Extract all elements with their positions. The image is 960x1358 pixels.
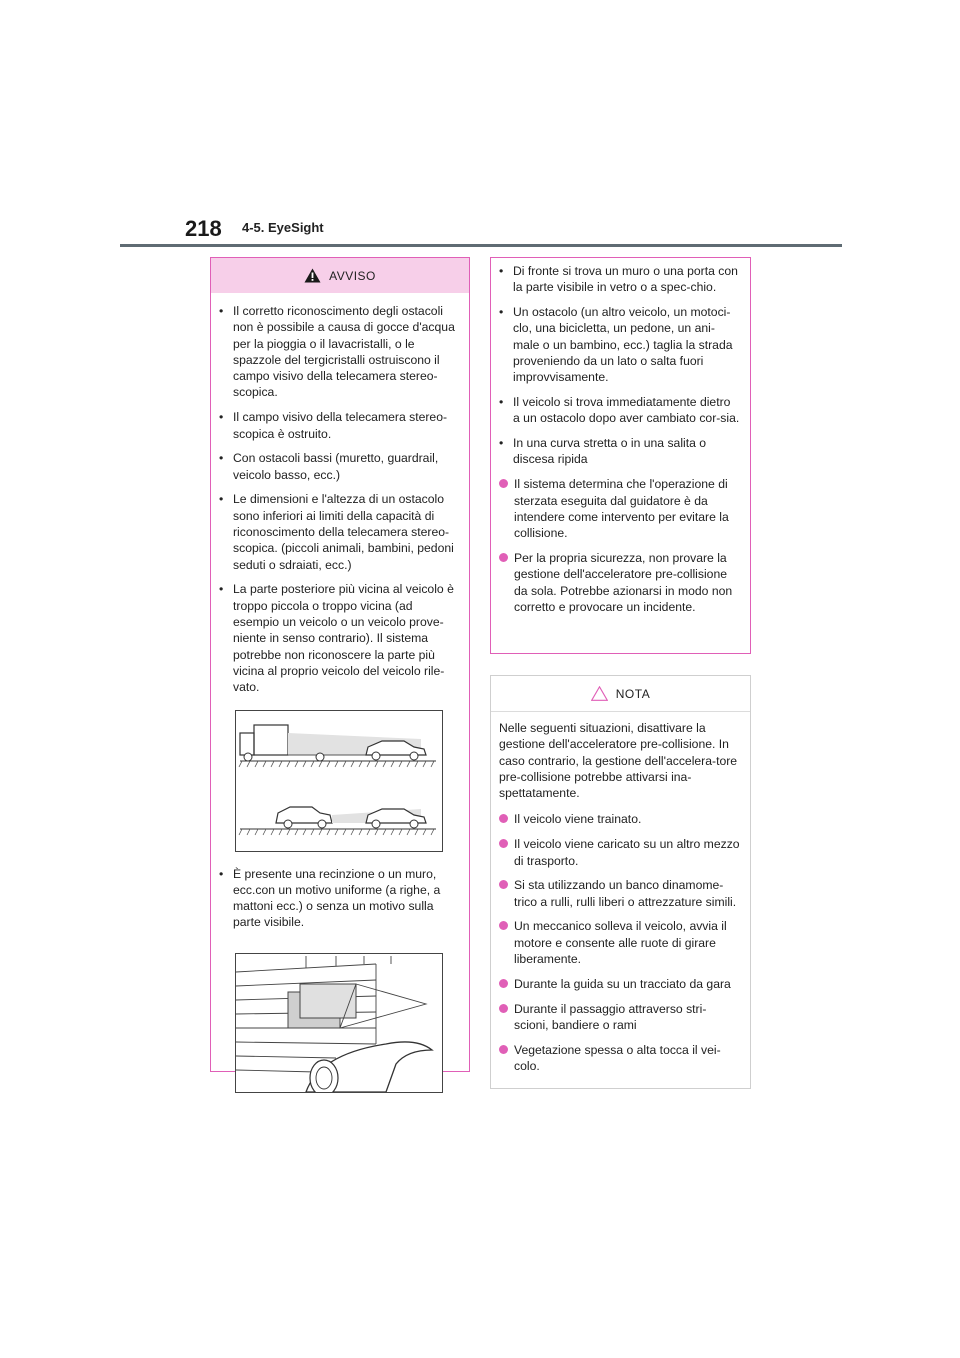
header-rule — [120, 244, 842, 247]
list-item: • Il veicolo si trova immediatamente dietro a un ostacolo dopo aver cambiato cor-sia. — [499, 395, 740, 426]
warning-box-header — [211, 258, 469, 293]
list-item: Il sistema determina che l'operazione di sterzata eseguita dal guidatore è da intendere come intervento per evitare la collisione. — [499, 476, 740, 541]
note-intro: Nelle seguenti situazioni, disattivare la gestione dell'acceleratore pre-collisione. In caso contrario, la gestione dell'accelera-tore pre-collisione potrebbe attivarsi ina-spettatamente. — [499, 721, 738, 801]
page-number: 218 — [185, 216, 222, 241]
illustration-uniform-wall — [235, 953, 443, 1093]
warning-triangle-icon — [304, 268, 321, 283]
warning-box-continued — [490, 257, 751, 654]
list-item: Un meccanico solleva il veicolo, avvia il motore e consente alle ruote di girare liberamente. — [499, 918, 740, 967]
list-item: Per la propria sicurezza, non provare la gestione dell'acceleratore pre-collisione da sola. Potrebbe azionarsi in modo non corretto e provocare un incidente. — [499, 550, 740, 615]
pink-dot-icon — [499, 550, 514, 615]
list-item: • Il campo visivo della telecamera stereo-scopica è ostruito. — [219, 410, 448, 441]
note-box-header — [491, 676, 750, 712]
list-item: Si sta utilizzando un banco dinamome-trico a rulli, rulli liberi o attrezzature simili. — [499, 877, 740, 910]
note-title: NOTA — [615, 686, 651, 701]
list-item: • Di fronte si trova un muro o una porta con la parte visibile in vetro o a spec-chio. — [499, 264, 738, 295]
warning-continued-list — [491, 258, 750, 615]
pink-dot-icon — [499, 811, 514, 827]
pink-dot-icon — [499, 836, 514, 869]
pink-dot-icon — [499, 1042, 514, 1075]
list-item: • Le dimensioni e l'altezza di un ostacolo sono inferiori ai limiti della capacità di riconoscimento della telecamera stereo-scopica. (piccoli animali, bambini, pedoni seduti o sdraiati, ecc.) — [219, 492, 454, 572]
section-title: 4-5. EyeSight — [242, 220, 324, 235]
note-box — [490, 675, 751, 1089]
warning-title: AVVISO — [329, 268, 376, 283]
list-item: • Il corretto riconoscimento degli ostacoli non è possibile a causa di gocce d'acqua per la pioggia o il lavacristalli, o le spazzole del tergicristalli ostruiscono il campo visivo della telecamera stereo-scopica. — [219, 304, 455, 400]
warning-box — [210, 257, 470, 1072]
illustration-low-obstacle — [235, 710, 443, 852]
list-item: • In una curva stretta o in una salita o discesa ripida — [499, 436, 707, 467]
list-item: Vegetazione spessa o alta tocca il vei-colo. — [499, 1042, 740, 1075]
list-item: Durante la guida su un tracciato da gara — [499, 976, 740, 992]
pink-dot-icon — [499, 918, 514, 967]
list-item: Il veicolo viene trainato. — [499, 811, 740, 827]
pink-dot-icon — [499, 1001, 514, 1034]
caution-triangle-icon — [591, 686, 608, 701]
list-item: Il veicolo viene caricato su un altro mezzo di trasporto. — [499, 836, 740, 869]
list-item: Durante il passaggio attraverso stri-scioni, bandiere o rami — [499, 1001, 740, 1034]
warning-list — [211, 293, 469, 1093]
pink-dot-icon — [499, 976, 514, 992]
pink-dot-icon — [499, 476, 514, 541]
list-item: • Con ostacoli bassi (muretto, guardrail, veicolo basso, ecc.) — [219, 451, 439, 482]
note-list — [491, 811, 750, 1074]
list-item: • È presente una recinzione o un muro, ecc.con un motivo uniforme (a righe, a mattoni ecc.) o senza un motivo sulla parte visibile. — [219, 866, 441, 930]
list-item: • Un ostacolo (un altro veicolo, un motoci-clo, una bicicletta, un pedone, un ani-male o un bambino, ecc.) taglia la strada proveniendo da un lato o salta fuori improvvisamente. — [499, 305, 733, 385]
list-item: • La parte posteriore più vicina al veicolo è troppo piccola o troppo vicina (ad esempio un veicolo o un veicolo prove-niente in senso contrario). Il sistema potrebbe non riconoscere la parte più vicina al proprio veicolo del veicolo rile-vato. — [219, 582, 454, 695]
pink-dot-icon — [499, 877, 514, 910]
